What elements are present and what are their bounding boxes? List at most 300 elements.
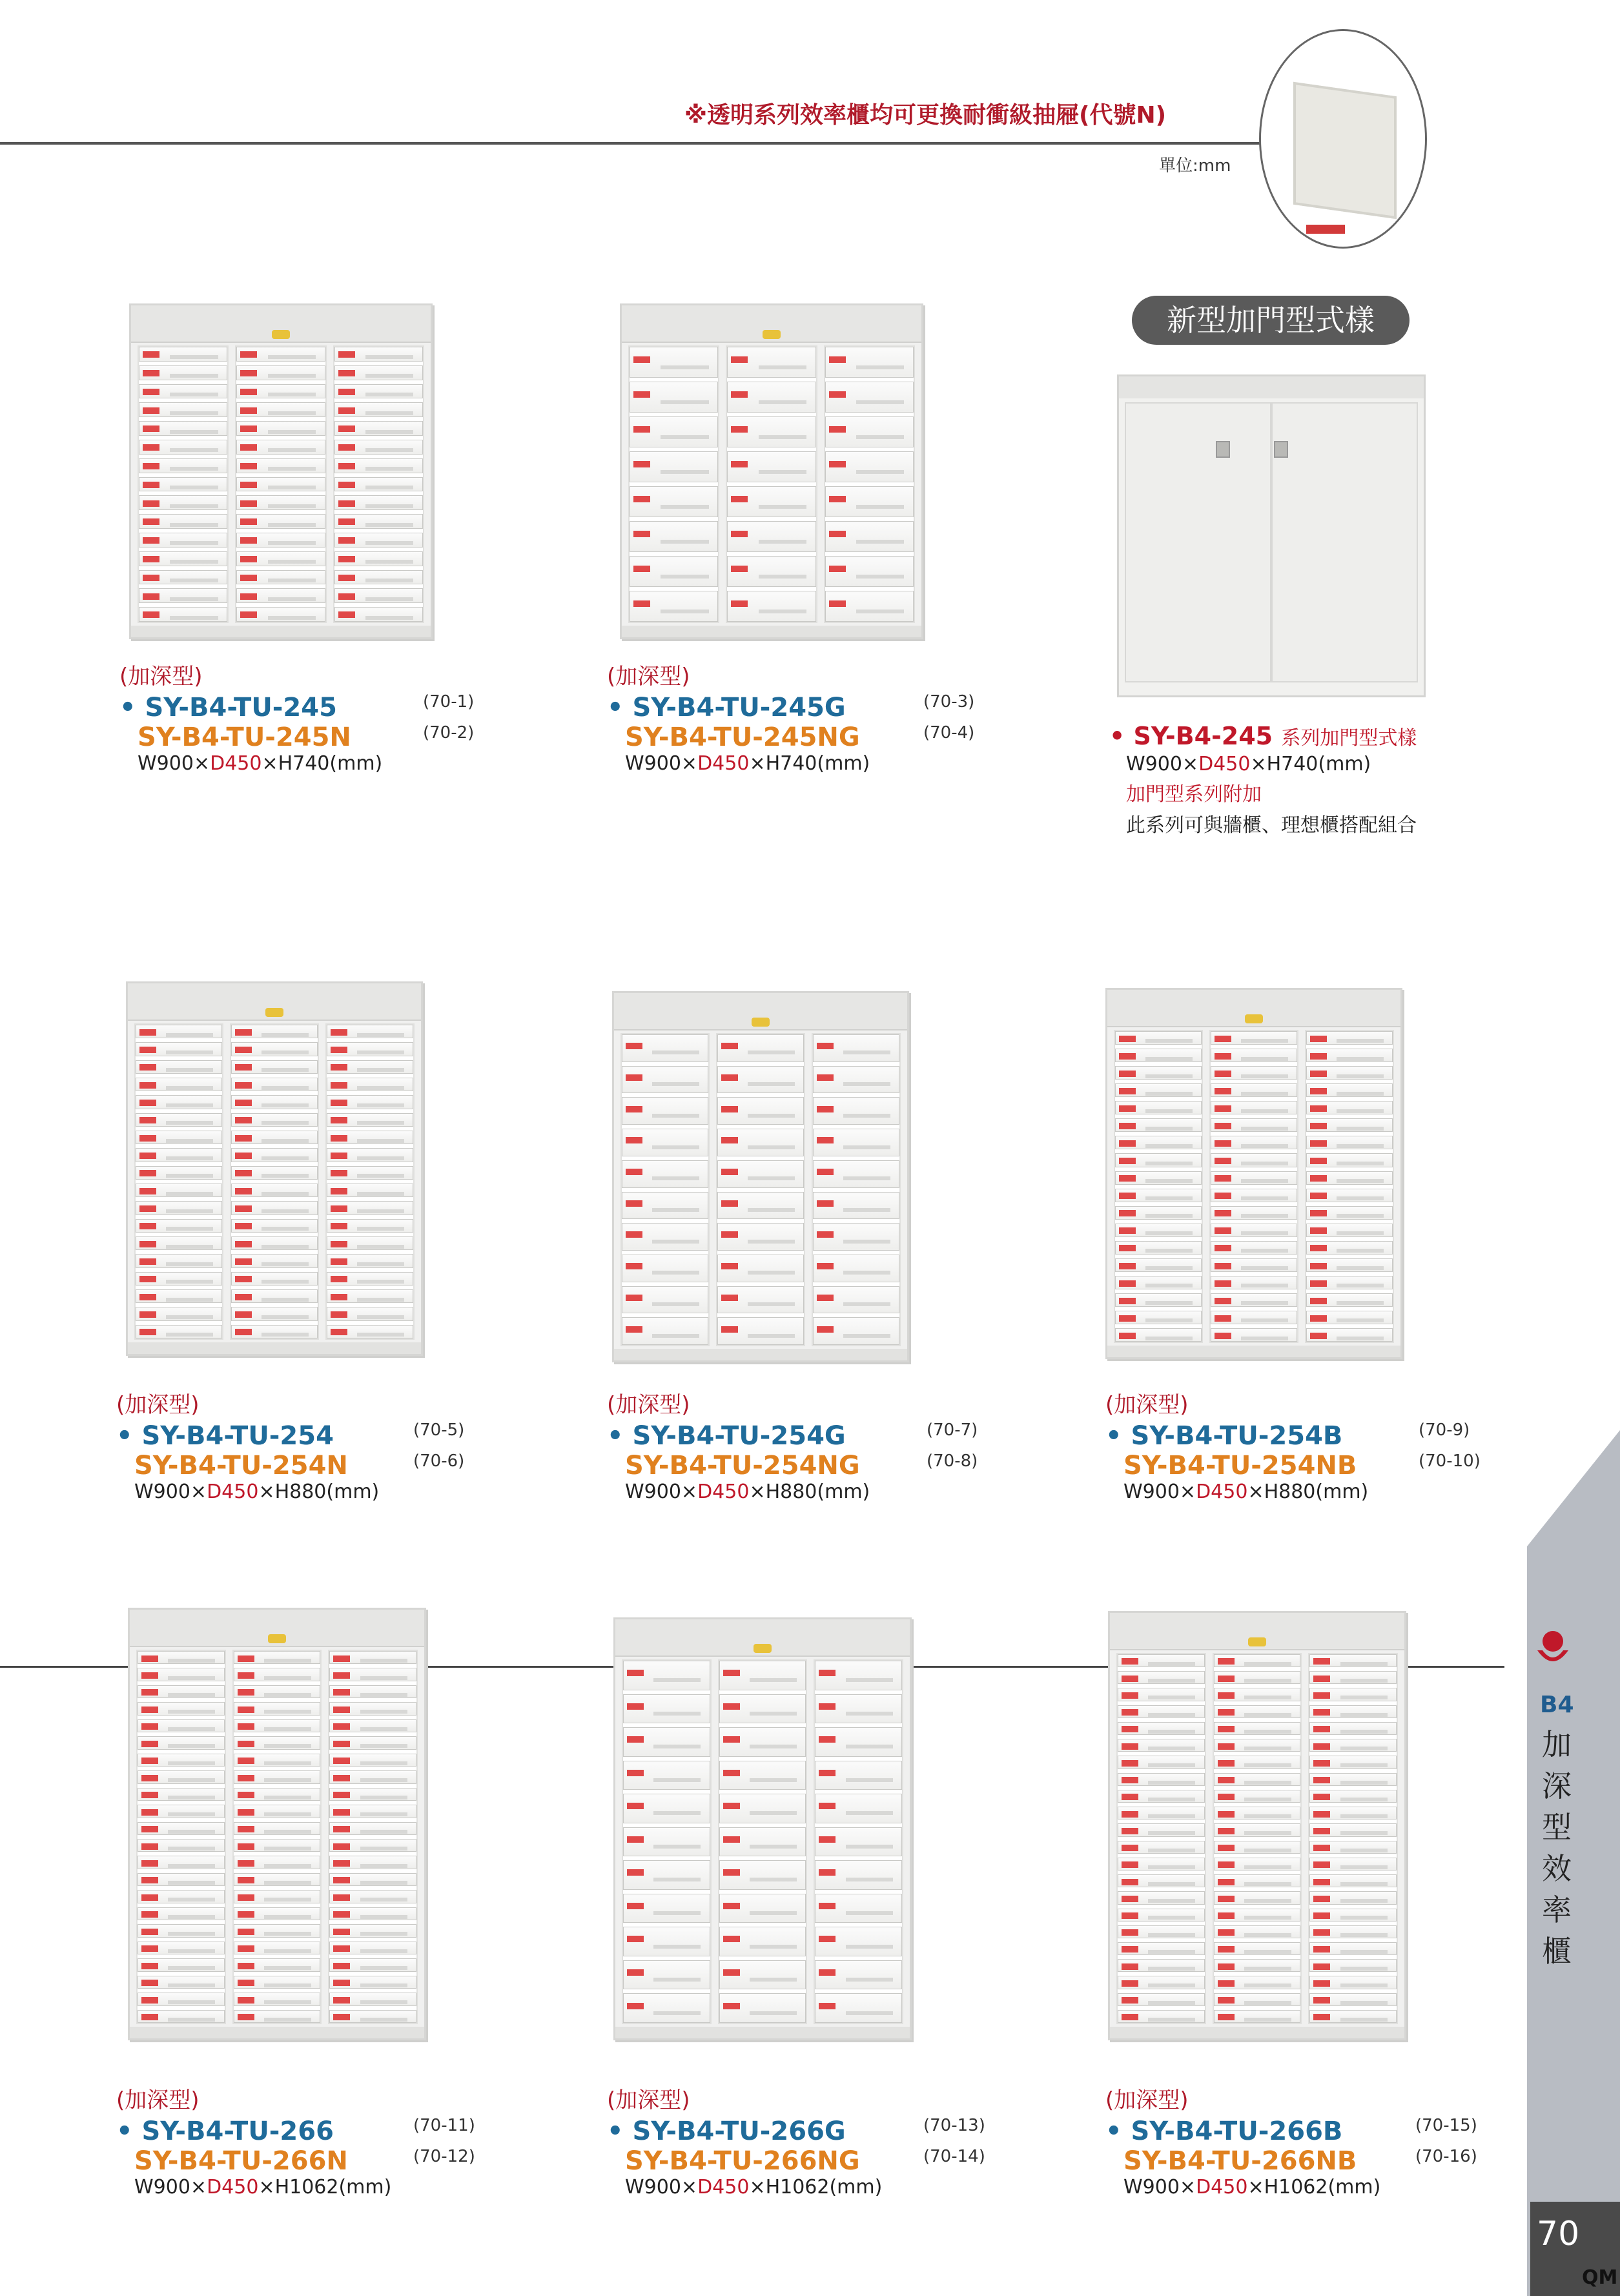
- drawer-label-tag: [238, 1689, 254, 1696]
- drawer: [1118, 1858, 1205, 1871]
- drawer-handle: [357, 1227, 404, 1231]
- drawer: [622, 1034, 708, 1062]
- drawer-label-tag: [1313, 1929, 1330, 1936]
- lock-icon: [268, 1634, 286, 1643]
- drawer-handle: [261, 1209, 309, 1213]
- drawer-label-tag: [333, 1792, 350, 1798]
- drawer-handle: [1340, 1798, 1388, 1801]
- drawer-label-tag: [238, 1775, 254, 1781]
- drawer-label-tag: [1313, 1963, 1330, 1970]
- drawer-handle: [856, 505, 904, 509]
- drawer-handle: [170, 411, 218, 415]
- drawer-handle: [846, 1778, 893, 1782]
- drawer-label-tag: [1310, 1158, 1327, 1164]
- drawer-label-tag: [1215, 1298, 1231, 1304]
- drawer-label-tag: [238, 1929, 254, 1935]
- drawer-label-tag: [240, 444, 257, 451]
- drawer-handle: [653, 1845, 701, 1849]
- drawer-label-tag: [627, 1869, 644, 1876]
- drawer: [1118, 1993, 1205, 2006]
- drawer: [329, 1907, 416, 1920]
- drawer-handle: [166, 1174, 213, 1178]
- drawer-tag-image: [1306, 225, 1345, 234]
- drawer: [236, 551, 325, 566]
- drawer-label-tag: [723, 1903, 740, 1909]
- drawer-label-tag: [1215, 1280, 1231, 1287]
- drawer-label-tag: [238, 1860, 254, 1867]
- drawer-label-tag: [143, 482, 159, 488]
- drawer-handle: [365, 597, 413, 601]
- drawer-handle: [1244, 1798, 1291, 1801]
- drawer-label-tag: [1310, 1245, 1327, 1251]
- drawer-label-tag: [141, 1826, 158, 1832]
- drawer-label-tag: [331, 1188, 347, 1194]
- drawer: [717, 1223, 804, 1251]
- drawer: [813, 1129, 899, 1156]
- drawer: [329, 1651, 416, 1664]
- cabinet-image-245g: [620, 303, 923, 639]
- drawer-label-tag: [139, 1329, 156, 1335]
- drawer-label-tag: [1215, 1210, 1231, 1216]
- drawer: [717, 1097, 804, 1125]
- drawer: [1309, 2010, 1397, 2023]
- drawer-column: [628, 345, 719, 623]
- drawer-handle: [653, 1911, 701, 1915]
- drawer-label-tag: [829, 461, 846, 467]
- drawer-label-tag: [238, 1894, 254, 1901]
- drawer: [813, 1034, 899, 1062]
- drawer-handle: [1340, 2001, 1388, 2005]
- drawer: [1306, 1136, 1393, 1149]
- drawer-label-tag: [333, 1689, 350, 1696]
- drawer-label-tag: [1122, 1676, 1138, 1682]
- drawer-label-tag: [1119, 1158, 1136, 1164]
- drawer: [1211, 1083, 1297, 1097]
- drawer-handle: [653, 1945, 701, 1949]
- product-type: (加深型): [116, 2087, 200, 2113]
- drawer-handle: [1241, 1214, 1288, 1218]
- drawer-handle: [1244, 1882, 1291, 1886]
- drawer-label-tag: [627, 1703, 644, 1710]
- product-type: (加深型): [607, 664, 690, 690]
- drawer: [1214, 1976, 1301, 1989]
- drawer: [1214, 1891, 1301, 1904]
- drawer: [138, 1873, 225, 1886]
- drawer-label-tag: [338, 444, 355, 451]
- drawer-handle: [261, 1280, 309, 1284]
- drawer: [1118, 1790, 1205, 1803]
- drawer: [719, 1761, 806, 1790]
- drawer-handle: [261, 1156, 309, 1160]
- drawer-handle: [653, 1878, 701, 1881]
- drawer-label-tag: [240, 370, 257, 376]
- drawer-handle: [846, 1945, 893, 1949]
- drawer-label-tag: [626, 1106, 642, 1112]
- drawer: [1309, 1942, 1397, 1955]
- drawer: [236, 495, 325, 510]
- drawer: [825, 382, 914, 413]
- drawer-label-tag: [721, 1137, 738, 1143]
- drawer-handle: [268, 411, 316, 415]
- drawer-handle: [1340, 1950, 1388, 1954]
- drawer-label-tag: [817, 1074, 834, 1081]
- drawer-label-tag: [139, 1170, 156, 1176]
- product-caption: [607, 659, 1020, 775]
- drawer-label-tag: [139, 1117, 156, 1123]
- drawer-handle: [846, 1678, 893, 1682]
- drawer-label-tag: [238, 1672, 254, 1679]
- drawer: [1118, 1671, 1205, 1684]
- drawer-label-tag: [240, 389, 257, 395]
- drawer-label-tag: [235, 1064, 252, 1071]
- drawer-label-tag: [338, 389, 355, 395]
- drawer: [327, 1307, 413, 1320]
- drawer-label-tag: [331, 1294, 347, 1300]
- drawer: [234, 1685, 321, 1698]
- drawer-column: [812, 1033, 901, 1346]
- drawer-label-tag: [1310, 1053, 1327, 1060]
- drawer: [815, 1894, 902, 1923]
- drawer-handle: [357, 1245, 404, 1249]
- drawer-handle: [261, 1033, 309, 1037]
- drawer-handle: [1241, 1074, 1288, 1078]
- model-secondary: SY-B4-TU-266NG: [625, 2146, 860, 2176]
- drawer-label-tag: [1122, 1896, 1138, 1902]
- drawer: [138, 1924, 225, 1937]
- model-secondary: SY-B4-TU-254N: [134, 1451, 348, 1481]
- drawer-handle: [360, 1744, 407, 1748]
- drawer-column: [1305, 1030, 1394, 1343]
- cabinet-base: [614, 1349, 907, 1360]
- drawer-label-tag: [1119, 1053, 1136, 1060]
- drawer-label-tag: [627, 1936, 644, 1942]
- model-primary: • SY-B4-TU-266G: [607, 2117, 1020, 2146]
- drawer: [1115, 1118, 1202, 1132]
- drawer-label-tag: [333, 2014, 350, 2020]
- drawer: [234, 1993, 321, 2005]
- drawer: [236, 384, 325, 399]
- drawer: [1306, 1031, 1393, 1045]
- drawer-label-tag: [1310, 1333, 1327, 1339]
- drawer: [815, 1694, 902, 1724]
- drawer-label-tag: [633, 356, 650, 363]
- drawer: [329, 1976, 416, 1989]
- drawer-handle: [264, 1744, 311, 1748]
- drawer-label-tag: [817, 1106, 834, 1112]
- drawer: [622, 1317, 708, 1345]
- drawer: [1118, 1688, 1205, 1701]
- drawer-label-tag: [819, 1770, 836, 1776]
- drawer-handle: [653, 1678, 701, 1682]
- drawer: [813, 1160, 899, 1188]
- product-type: (加深型): [1105, 1392, 1189, 1418]
- drawer-label-tag: [1215, 1140, 1231, 1147]
- drawer: [1309, 1959, 1397, 1972]
- drawer-label-tag: [829, 600, 846, 607]
- drawer-handle: [1145, 1109, 1193, 1113]
- drawer: [623, 1960, 710, 1990]
- drawer-label-tag: [819, 1836, 836, 1843]
- drawer-label-tag: [235, 1170, 252, 1176]
- drawer-handle: [759, 470, 806, 474]
- drawer-handle: [168, 1932, 215, 1936]
- drawer: [825, 416, 914, 447]
- drawer-handle: [1340, 1679, 1388, 1683]
- catalog-code: (70-4): [923, 723, 975, 743]
- drawer: [727, 347, 815, 378]
- drawer-handle: [170, 616, 218, 620]
- drawer-label-tag: [1215, 1193, 1231, 1199]
- drawer: [719, 1694, 806, 1724]
- drawer: [231, 1201, 318, 1215]
- drawer-handle: [1241, 1109, 1288, 1113]
- drawer: [815, 1960, 902, 1990]
- drawer-handle: [1340, 1747, 1388, 1750]
- drawer-label-tag: [1119, 1280, 1136, 1287]
- product-caption: [116, 2082, 529, 2199]
- drawer: [234, 1890, 321, 1903]
- drawer: [334, 477, 423, 492]
- drawer: [234, 1958, 321, 1971]
- drawer-handle: [268, 374, 316, 378]
- drawer-handle: [365, 541, 413, 545]
- dimensions: W900×D450×H880(mm): [1123, 1481, 1369, 1503]
- drawer-label-tag: [1218, 1946, 1235, 1953]
- drawer-handle: [1337, 1039, 1384, 1043]
- drawer-label-tag: [331, 1135, 347, 1142]
- drawer-label-tag: [1218, 1726, 1235, 1732]
- drawer-label-tag: [1122, 1777, 1138, 1783]
- drawer-label-tag: [1218, 1743, 1235, 1750]
- drawer-label-tag: [331, 1064, 347, 1071]
- drawer-label-tag: [1218, 1794, 1235, 1800]
- drawer: [1115, 1189, 1202, 1202]
- drawer-handle: [264, 1983, 311, 1987]
- drawer: [329, 1754, 416, 1767]
- drawer-label-tag: [331, 1170, 347, 1176]
- drawer-handle: [170, 393, 218, 396]
- drawer-handle: [166, 1192, 213, 1196]
- drawer-handle: [1148, 1713, 1195, 1717]
- lock-icon: [1245, 1014, 1263, 1023]
- drawer-label-tag: [235, 1258, 252, 1265]
- drawer: [1214, 1942, 1301, 1955]
- drawer-column: [824, 345, 915, 623]
- drawer-handle: [1241, 1266, 1288, 1270]
- drawer-label-tag: [1218, 1760, 1235, 1767]
- drawer: [1309, 1874, 1397, 1887]
- drawer: [623, 1894, 710, 1923]
- drawer-handle: [759, 400, 806, 404]
- drawer-label-tag: [1215, 1263, 1231, 1269]
- drawer-label-tag: [139, 1029, 156, 1036]
- drawer-handle: [365, 448, 413, 452]
- drawer-handle: [759, 505, 806, 509]
- drawer-handle: [1244, 1831, 1291, 1835]
- drawer-handle: [652, 1051, 699, 1054]
- drawer-label-tag: [338, 575, 355, 581]
- drawer: [334, 402, 423, 417]
- unit-label: 單位:mm: [1159, 156, 1231, 176]
- drawer-column: [136, 1650, 226, 2024]
- door-note-2: 此系列可與牆櫃、理想櫃搭配組合: [1126, 814, 1417, 837]
- drawer-label-tag: [338, 463, 355, 469]
- drawer-handle: [846, 1911, 893, 1915]
- drawer: [1214, 1841, 1301, 1854]
- drawer-handle: [661, 505, 708, 509]
- drawer: [727, 591, 815, 622]
- drawer: [1306, 1101, 1393, 1114]
- drawer: [1214, 1823, 1301, 1836]
- drawer-handle: [1337, 1179, 1384, 1183]
- drawer: [815, 1993, 902, 2023]
- drawer-label-tag: [240, 463, 257, 469]
- drawer: [234, 1976, 321, 1989]
- drawer-label-tag: [1119, 1071, 1136, 1077]
- drawer-label-tag: [141, 1775, 158, 1781]
- drawer-label-tag: [331, 1117, 347, 1123]
- drawer-label-tag: [141, 1809, 158, 1816]
- drawer-handle: [357, 1086, 404, 1090]
- drawer-handle: [1148, 1747, 1195, 1750]
- drawer-handle: [653, 1978, 701, 1982]
- cabinet-base: [131, 626, 431, 637]
- drawer-handle: [264, 1881, 311, 1885]
- drawer-label-tag: [333, 1877, 350, 1883]
- drawer-label-tag: [1313, 1726, 1330, 1732]
- drawer: [139, 477, 227, 492]
- drawer-handle: [268, 597, 316, 601]
- drawer: [138, 1651, 225, 1664]
- drawer-handle: [1148, 2001, 1195, 2005]
- drawer-label-tag: [1313, 1896, 1330, 1902]
- drawer-handle: [357, 1174, 404, 1178]
- drawer: [236, 588, 325, 603]
- drawer: [717, 1255, 804, 1282]
- drawer: [234, 1942, 321, 1954]
- drawer-label-tag: [333, 1980, 350, 1986]
- drawer-label-tag: [1122, 1879, 1138, 1885]
- drawer-column: [1213, 1653, 1302, 2024]
- drawer: [1211, 1328, 1297, 1342]
- drawer: [231, 1095, 318, 1109]
- drawer-handle: [168, 1812, 215, 1816]
- drawer-column: [328, 1650, 418, 2024]
- drawer: [231, 1325, 318, 1338]
- drawer-label-tag: [723, 1869, 740, 1876]
- drawer-handle: [1244, 1983, 1291, 1987]
- cabinet-image-254: [126, 981, 423, 1356]
- drawer-handle: [264, 2000, 311, 2004]
- drawer-handle: [1340, 1730, 1388, 1734]
- drawer: [139, 588, 227, 603]
- drawer: [717, 1286, 804, 1314]
- drawer: [231, 1131, 318, 1144]
- drawer-handle: [264, 1915, 311, 1919]
- drawer: [136, 1131, 222, 1144]
- drawer: [1309, 1654, 1397, 1667]
- drawer: [138, 1993, 225, 2005]
- drawer: [329, 1736, 416, 1749]
- drawer-label-tag: [819, 1703, 836, 1710]
- drawer: [1118, 1654, 1205, 1667]
- drawer: [327, 1042, 413, 1056]
- drawer-handle: [846, 1745, 893, 1748]
- drawer-label-tag: [331, 1258, 347, 1265]
- drawer: [136, 1201, 222, 1215]
- drawer-handle: [261, 1051, 309, 1054]
- drawer: [623, 1727, 710, 1757]
- drawer-handle: [1340, 1831, 1388, 1835]
- drawer-label-tag: [1122, 1709, 1138, 1716]
- drawer: [1115, 1224, 1202, 1237]
- drawer-label-tag: [1119, 1263, 1136, 1269]
- drawer-handle: [1337, 1144, 1384, 1148]
- drawer: [1211, 1066, 1297, 1080]
- drawer-handle: [360, 2000, 407, 2004]
- drawer: [623, 1927, 710, 1956]
- drawer: [622, 1286, 708, 1314]
- drawer-label-tag: [1218, 1777, 1235, 1783]
- drawer-handle: [170, 355, 218, 359]
- drawer-handle: [1145, 1074, 1193, 1078]
- drawer-column: [716, 1033, 805, 1346]
- catalog-code: (70-9): [1419, 1420, 1470, 1440]
- drawer-label-tag: [1310, 1175, 1327, 1182]
- drawer: [1115, 1066, 1202, 1080]
- drawer-handle: [759, 610, 806, 613]
- drawer-handle: [1244, 1763, 1291, 1767]
- drawer-label-tag: [331, 1329, 347, 1335]
- drawer: [1306, 1276, 1393, 1289]
- drawer: [623, 1794, 710, 1823]
- drawer-label-tag: [817, 1326, 834, 1333]
- drawer-handle: [168, 1744, 215, 1748]
- drawer-column: [1114, 1030, 1203, 1343]
- drawer-handle: [750, 1945, 797, 1949]
- drawer-handle: [750, 1978, 797, 1982]
- drawer-handle: [268, 430, 316, 434]
- drawer: [630, 521, 718, 552]
- drawer-handle: [1148, 1814, 1195, 1818]
- drawer-handle: [365, 374, 413, 378]
- drawer-label-tag: [1122, 1828, 1138, 1834]
- drawer-label-tag: [1122, 1845, 1138, 1851]
- drawer: [623, 1993, 710, 2023]
- drawer: [630, 451, 718, 482]
- drawer-label-tag: [141, 1980, 158, 1986]
- door-style-caption: [1109, 722, 1471, 837]
- drawer-handle: [357, 1139, 404, 1143]
- drawer-label-tag: [238, 1877, 254, 1883]
- drawer-handle: [170, 486, 218, 489]
- drawer-handle: [652, 1176, 699, 1180]
- drawer: [329, 1822, 416, 1835]
- drawer-handle: [652, 1082, 699, 1086]
- model-primary: • SY-B4-TU-266B: [1105, 2117, 1519, 2146]
- drawer-label-tag: [338, 500, 355, 507]
- drawer: [622, 1097, 708, 1125]
- drawer: [719, 1927, 806, 1956]
- drawer: [630, 347, 718, 378]
- drawer-handle: [168, 1778, 215, 1782]
- drawer-label-tag: [333, 1655, 350, 1662]
- drawer-handle: [1337, 1318, 1384, 1322]
- drawer-label-tag: [633, 600, 650, 607]
- drawer: [622, 1129, 708, 1156]
- drawer-label-tag: [139, 1100, 156, 1106]
- drawer-handle: [652, 1145, 699, 1149]
